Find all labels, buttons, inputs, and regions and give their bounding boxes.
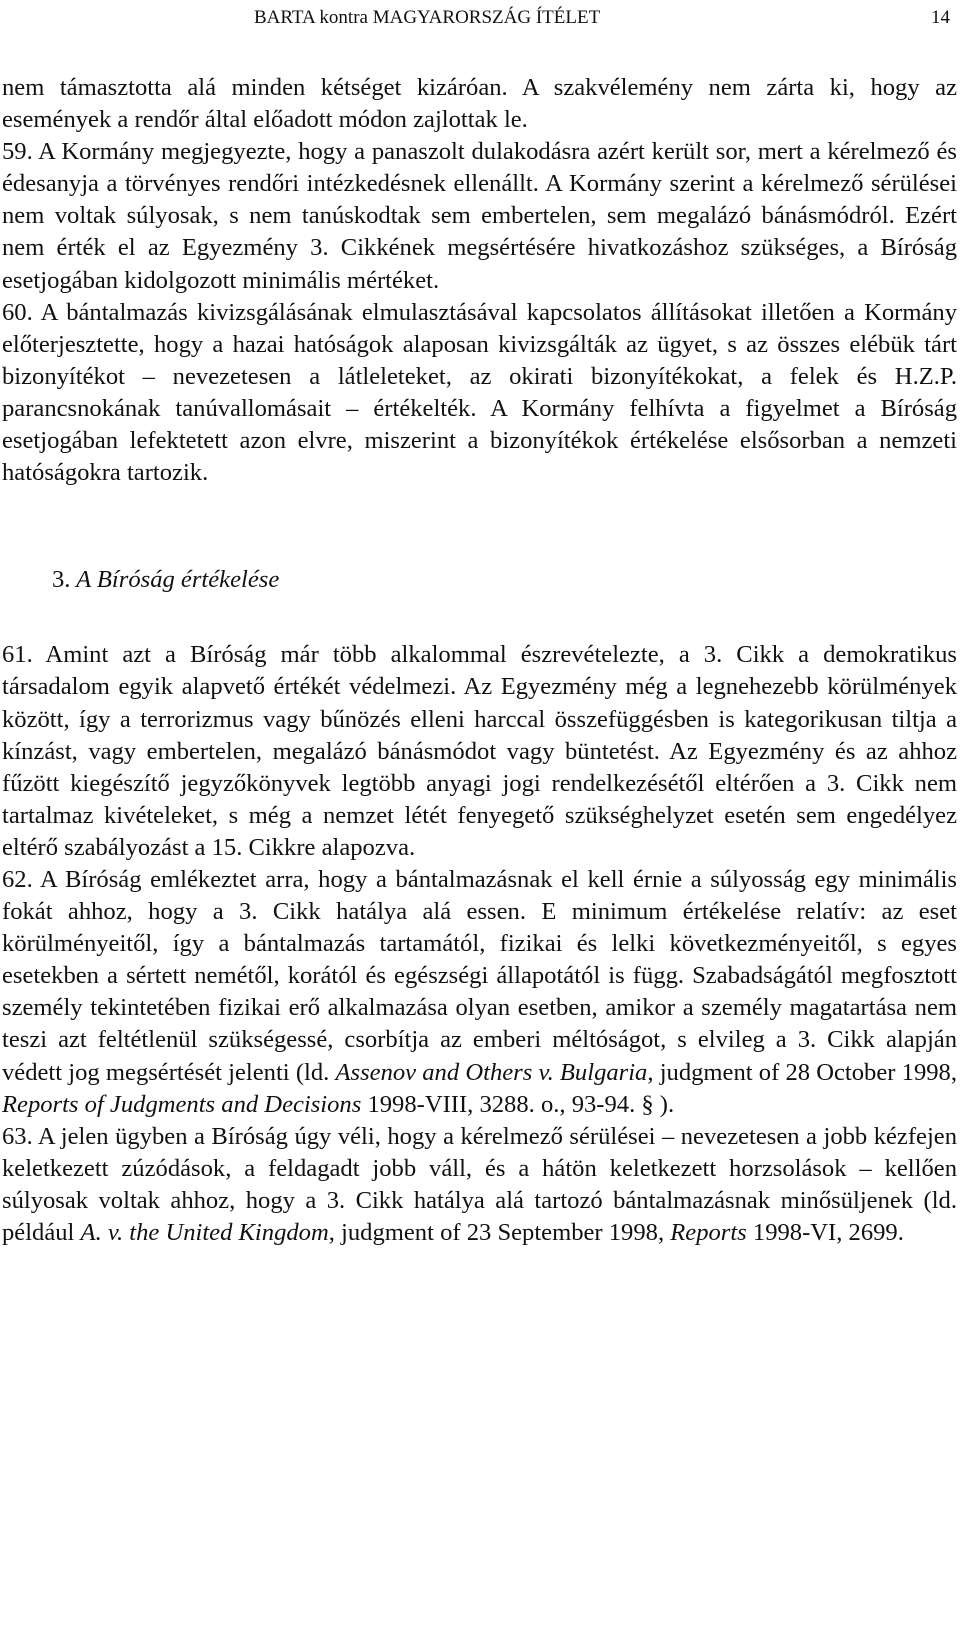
paragraph-63	[2, 1121, 957, 1249]
section-heading	[2, 564, 957, 596]
paragraph-62-text-c: 1998-VIII, 3288. o., 93-94. § ).	[361, 1090, 675, 1118]
running-title: BARTA kontra MAGYARORSZÁG ÍTÉLET	[254, 7, 601, 28]
paragraph-62-text-a: 62. A Bíróság emlékeztet arra, hogy a bántalmazásnak el kell érnie a súlyosság egy minimális fokát ahhoz, hogy a 3. Cikk hatálya alá essen. E minimum értékelése relatív: az eset körülményeitől, így a bántalmazás tartamától, fizikai és lelki következményeitől, s egyes esetekben a sértett nemétől, korától és egészségi állapotától is függ. Szabadságától megfosztott személy tekintetében fizikai erő alkalmazása olyan esetben, amikor a személy magatartása nem teszi azt feltétlenül szükségessé, csorbítja az emberi méltóságot, s elvileg a 3. Cikk alapján védett jog megsértését jelenti (ld.	[2, 865, 957, 1086]
paragraph-60: 60. A bántalmazás kivizsgálásának elmulasztásával kapcsolatos állításokat illetően a Kormány előterjesztette, hogy a hazai hatóságok alaposan kivizsgálták az ügyet, s az összes elébük tárt bizonyítékot – nevezetesen a látleleteket, az okirati bizonyítékokat, a felek és H.Z.P. parancsnokának tanúvallomásait – értékelték. A Kormány felhívta a figyelmet a Bíróság esetjogában lefektetett azon elvre, miszerint a bizonyítékok értékelése elsősorban a nemzeti hatóságokra tartozik.	[2, 298, 957, 487]
reports-citation: Reports of Judgments and Decisions	[2, 1090, 362, 1118]
running-header	[0, 4, 960, 32]
paragraph-carryover: nem támasztotta alá minden kétséget kizáróan. A szakvélemény nem zárta ki, hogy az események a rendőr által előadott módon zajlottak le.	[2, 74, 957, 134]
paragraph-62	[2, 864, 957, 1121]
paragraph-63-text-a: 63. A jelen ügyben a Bíróság úgy véli, hogy a kérelmező sérülései – nevezetesen a jobb kézfejen keletkezett zúzódások, a feldagadt jobb váll, és a hátön keletkezett horzsolások – kellően súlyosak voltak ahhoz, hogy a 3. Cikk hatálya alá tartozó bántalmazásnak minősüljenek (ld. például	[2, 1122, 957, 1246]
section-number: 3.	[52, 566, 71, 594]
case-citation-assenov: Assenov and Others v. Bulgaria	[335, 1058, 648, 1086]
paragraph-63-text-b: , judgment of 23 September 1998,	[328, 1219, 671, 1246]
paragraph-59: 59. A Kormány megjegyezte, hogy a panaszolt dulakodásra azért került sor, mert a kérelmező és édesanyja a törvényes rendőri intézkedésnek ellenállt. A Kormány szerint a kérelmező sérülései nem voltak súlyosak, s nem tanúskodtak sem embertelen, sem megalázó bánásmódról. Ezért nem érték el az Egyezmény 3. Cikkének megsértésére hivatkozáshoz szükséges, a Bíróság esetjogában kidolgozott minimális mértéket.	[2, 138, 957, 294]
page-number: 14	[931, 7, 950, 28]
paragraph-63-text-c: 1998-VI, 2699.	[746, 1219, 904, 1246]
section-title: A Bíróság értékelése	[76, 566, 280, 594]
reports-citation-short: Reports	[670, 1219, 747, 1246]
case-citation-a-v-uk: A. v. the United Kingdom	[80, 1219, 329, 1246]
document-body	[2, 72, 957, 1249]
paragraph-62-text-b: , judgment of 28 October 1998,	[647, 1058, 957, 1086]
paragraph-61: 61. Amint azt a Bíróság már több alkalommal észrevételezte, a 3. Cikk a demokratikus társadalom egyik alapvető értékét védelmezi. Az Egyezmény még a legnehezebb körülmények között, így a terrorizmus vagy bűnözés elleni harccal összefüggésben is kategorikusan tiltja a kínzást, vagy embertelen, megalázó bánásmódot vagy büntetést. Az Egyezmény és az ahhoz fűzött kiegészítő jegyzőkönyvek legtöbb anyagi jogi rendelkezésétől eltérően a 3. Cikk nem tartalmaz kivételeket, s még a nemzet létét fenyegető szükséghelyzet esetén sem engedélyez eltérő szabályozást a 15. Cikkre alapozva.	[2, 641, 957, 861]
